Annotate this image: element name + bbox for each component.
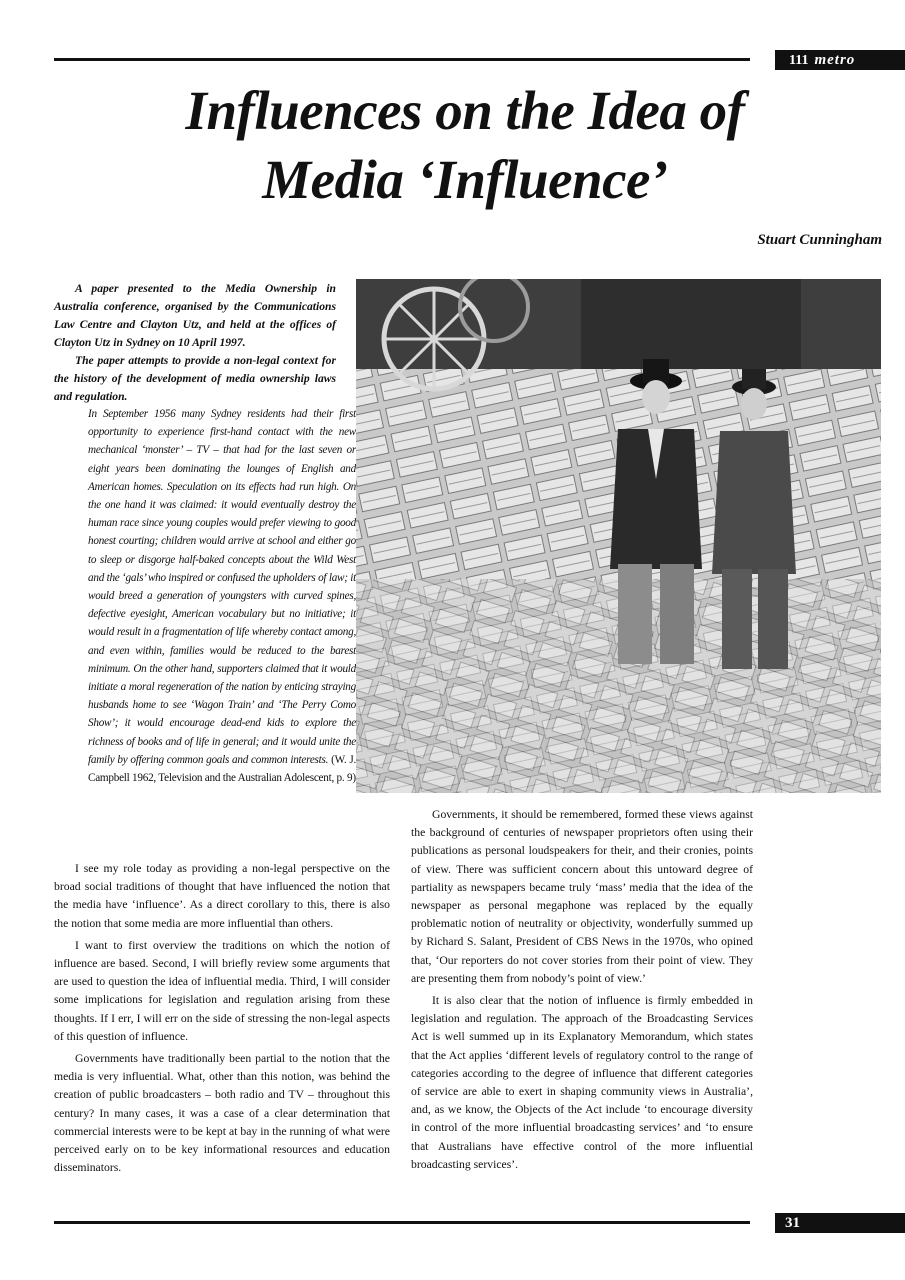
body-paragraph: Governments, it should be remembered, formed these views against the background of centuries of newspaper proprietors often using their publications as personal loudspeakers for their, and their cronies, points of view. There was sufficient concern about this untoward degree of partiality as newspapers became truly ‘mass’ media that the idea of the newspaper as personal megaphone was replaced by the equally problematic notion of neutrality or objectivity, wonderfully summed up by Richard S. Salant, President of CBS News in the 1970s, who opined that, ‘Our reporters do not cover stories from their point of view. They are presenting them from nobody’s point of view.’ (411, 808, 753, 985)
body-paragraph: I want to first overview the traditions on which the notion of influence are based. Second, I will briefly review some arguments that are used to question the idea of influential media. Third, I will consider some implications for legislation and regulation arising from these thoughts. If I err, I will err on the side of stressing the non-legal aspects of this question of influence. (54, 938, 390, 1043)
title-line-2: Media ‘Influence’ (262, 149, 668, 210)
author-byline: Stuart Cunningham (757, 232, 882, 248)
intro-paragraph: A paper presented to the Media Ownership in Australia conference, organised by the Communications Law Centre and Clayton Utz, and held at the offices of Clayton Utz in Sydney on 10 April 1997. (54, 282, 336, 349)
photo-illustration (356, 279, 881, 793)
article-title (60, 76, 870, 214)
intro-standfirst (54, 280, 336, 406)
bottom-rule (54, 1221, 750, 1224)
magazine-masthead (775, 50, 905, 70)
body-paragraph: Governments have traditionally been partial to the notion that the media is very influential. What, other than this notion, was behind the creation of public broadcasters – both radio and TV – throughout this century? In many cases, it was a case of a clear determination that commercial interests were to be kept at bay in the running of what were perceived early on to be key informational resources and education disseminators. (54, 1052, 390, 1175)
top-rule (54, 58, 750, 61)
masthead-page-ref: 111 (789, 53, 809, 68)
masthead-magazine-name: metro (814, 52, 856, 68)
epigraph-quote (88, 405, 356, 787)
body-column-left (54, 860, 390, 1177)
cart-wheel (384, 289, 484, 389)
quote-citation: (W. J. Campbell 1962, Television and the Australian Adolescent, p. 9) (88, 753, 357, 785)
body-column-right (411, 806, 753, 1174)
page-number: 31 (775, 1213, 905, 1233)
body-paragraph: It is also clear that the notion of influence is firmly embedded in legislation and regulation. The approach of the Broadcasting Services Act is well summed up in its Explanatory Memorandum, which states that the Act applies ‘different levels of regulatory control to the range of categories according to the degree of influence that different categories of service are able to exert in shaping community views in Australia’, and, as we know, the Objects of the Act include ‘to encourage diversity in control of the more influential broadcasting services’ and ‘to ensure that Australians have effective control of the more influential broadcasting services’. (411, 994, 753, 1171)
intro-paragraph: The paper attempts to provide a non-legal context for the history of the development of media ownership laws and regulation. (54, 354, 336, 403)
body-paragraph: I see my role today as providing a non-legal perspective on the broad social traditions of thought that have influenced the notion that the media have ‘influence’. As a direct corollary to this, there is also the notion that some media are more influential than others. (54, 862, 390, 930)
quote-text: In September 1956 many Sydney residents had their first opportunity to experience first-hand contact with the new mechanical ‘monster’ – TV – that had for the last seven or eight years been dominating the lounges of English and American homes. Speculation on its effects had run high. On the one hand it was claimed: it would eventually destroy the human race since young couples would prefer viewing to good honest courting; children would arrive at school and either go to sleep or disgorge half-baked concepts about the Wild West and the ‘gals’ who inspired or confused the upholders of law; it would breed a generation of youngsters with curved spines, defective eyesight, American vocabulary but no initiative; it would result in a fragmentation of life whereby contact among, and even within, families would be reduced to the barest minimum. On the other hand, supporters claimed that it would initiate a moral regeneration of the nation by enticing straying husbands home to see ‘Wagon Train’ and ‘The Perry Como Show’; it would encourage dead-end kids to explore the richness of books and of life in general; and it would unite the family by offering common goals and common interests. (88, 408, 356, 766)
newspaper-bundles-photo (356, 279, 881, 793)
title-line-1: Influences on the Idea of (185, 80, 745, 141)
